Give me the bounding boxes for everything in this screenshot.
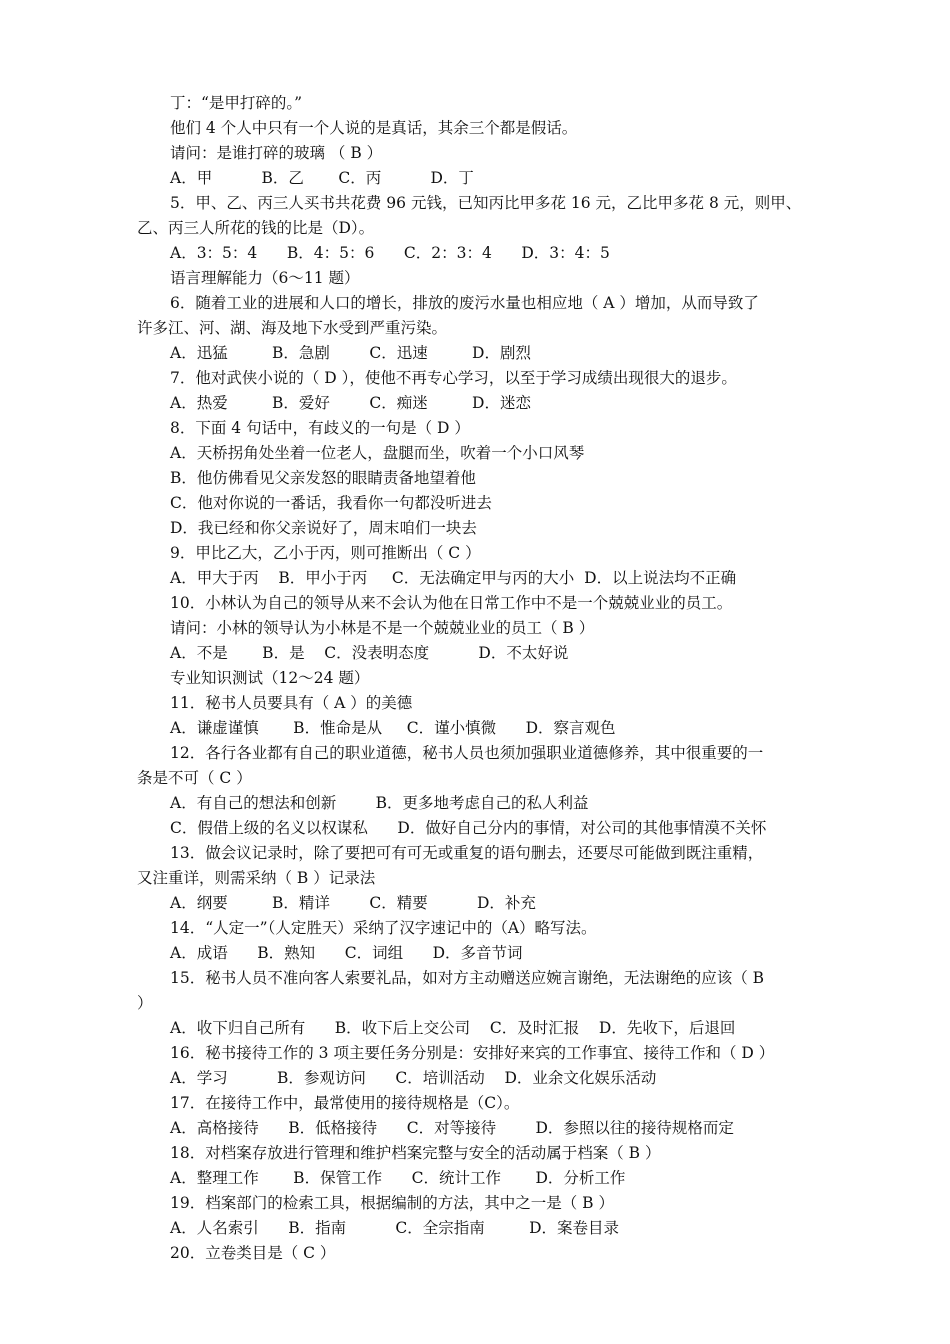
text-line: 20．立卷类目是（ C ） [170,1244,336,1262]
text-line: 他们 4 个人中只有一个人说的是真话，其余三个都是假话。 [170,119,578,137]
text-line: A．热爱 B．爱好 C．痴迷 D．迷恋 [170,394,531,412]
text-line: 7．他对武侠小说的（ D ），使他不再专心学习，以至于学习成绩出现很大的退步。 [170,369,737,387]
text-line: 15．秘书人员不准向客人索要礼品，如对方主动赠送应婉言谢绝，无法谢绝的应该（ B [170,969,765,987]
text-line: 许多江、河、湖、海及地下水受到严重污染。 [137,319,448,337]
text-line: 16．秘书接待工作的 3 项主要任务分别是：安排好来宾的工作事宜、接待工作和（ D ） [170,1044,775,1062]
text-line: ） [137,994,153,1012]
section-heading: 专业知识测试（12～24 题） [170,669,370,687]
text-line: 6．随着工业的进展和人口的增长，排放的废污水量也相应地（ A ）增加，从而导致了 [170,294,759,312]
text-line: A．人名索引 B．指南 C．全宗指南 D．案卷目录 [170,1219,620,1237]
text-line: C．假借上级的名义以权谋私 D．做好自己分内的事情，对公司的其他事情漠不关怀 [170,819,767,837]
text-line: A．收下归自己所有 B．收下后上交公司 C．及时汇报 D．先收下，后退回 [170,1019,736,1037]
text-line: 11．秘书人员要具有（ A ）的美德 [170,694,413,712]
text-line: A．学习 B．参观访问 C．培训活动 D．业余文化娱乐活动 [170,1069,657,1087]
text-line: B．他仿佛看见父亲发怒的眼睛责备地望着他 [170,469,476,487]
text-line: 13．做会议记录时，除了要把可有可无或重复的语句删去，还要尽可能做到既注重精， [170,844,764,862]
text-line: 又注重详，则需采纳（ B ）记录法 [137,869,376,887]
text-line: D．我已经和你父亲说好了，周末咱们一块去 [170,519,477,537]
text-line: 5．甲、乙、丙三人买书共花费 96 元钱，已知丙比甲多花 16 元，乙比甲多花 8 元，则甲、 [170,194,802,212]
text-line: A．纲要 B．精详 C．精要 D．补充 [170,894,536,912]
text-line: 8．下面 4 句话中，有歧义的一句是（ D ） [170,419,470,437]
text-line: A．成语 B．熟知 C．词组 D．多音节词 [170,944,523,962]
text-line: A．不是 B．是 C．没表明态度 D．不太好说 [170,644,569,662]
text-line: A．整理工作 B．保管工作 C．统计工作 D．分析工作 [170,1169,626,1187]
text-line: A．迅猛 B．急剧 C．迅速 D．剧烈 [170,344,531,362]
text-line: 17．在接待工作中，最常使用的接待规格是（C）。 [170,1094,520,1112]
text-line: 10．小林认为自己的领导从来不会认为他在日常工作中不是一个兢兢业业的员工。 [170,594,733,612]
text-line: 14．“人定一”（人定胜天）采纳了汉字速记中的（A）略写法。 [170,919,597,937]
text-line: A．甲 B．乙 C．丙 D．丁 [170,169,474,187]
text-line: A．天桥拐角处坐着一位老人，盘腿而坐，吹着一个小口风琴 [170,444,585,462]
text-line: 请问：是谁打碎的玻璃 （ B ） [170,144,383,162]
text-line: 丁：“是甲打碎的。” [170,94,303,112]
text-line: 乙、丙三人所花的钱的比是（D）。 [137,219,375,237]
text-line: A．谦虚谨慎 B．惟命是从 C．谨小慎微 D．察言观色 [170,719,616,737]
text-line: 请问：小林的领导认为小林是不是一个兢兢业业的员工（ B ） [170,619,595,637]
text-line: 18．对档案存放进行管理和维护档案完整与安全的活动属于档案（ B ） [170,1144,661,1162]
text-line: 条是不可（ C ） [137,769,252,787]
text-line: 19．档案部门的检索工具，根据编制的方法，其中之一是（ B ） [170,1194,614,1212]
text-line: 12．各行各业都有自己的职业道德，秘书人员也须加强职业道德修养，其中很重要的一 [170,744,764,762]
text-line: 9．甲比乙大，乙小于丙，则可推断出（ C ） [170,544,481,562]
text-line: A．高格接待 B．低格接待 C．对等接待 D．参照以往的接待规格而定 [170,1119,734,1137]
text-line: A．有自己的想法和创新 B．更多地考虑自己的私人利益 [170,794,589,812]
text-line: C．他对你说的一番话，我看你一句都没听进去 [170,494,492,512]
text-line: A．3：5：4 B．4：5：6 C．2：3：4 D．3：4：5 [170,244,610,262]
section-heading: 语言理解能力（6～11 题） [170,269,360,287]
text-line: A．甲大于丙 B．甲小于丙 C．无法确定甲与丙的大小 D．以上说法均不正确 [170,569,737,587]
